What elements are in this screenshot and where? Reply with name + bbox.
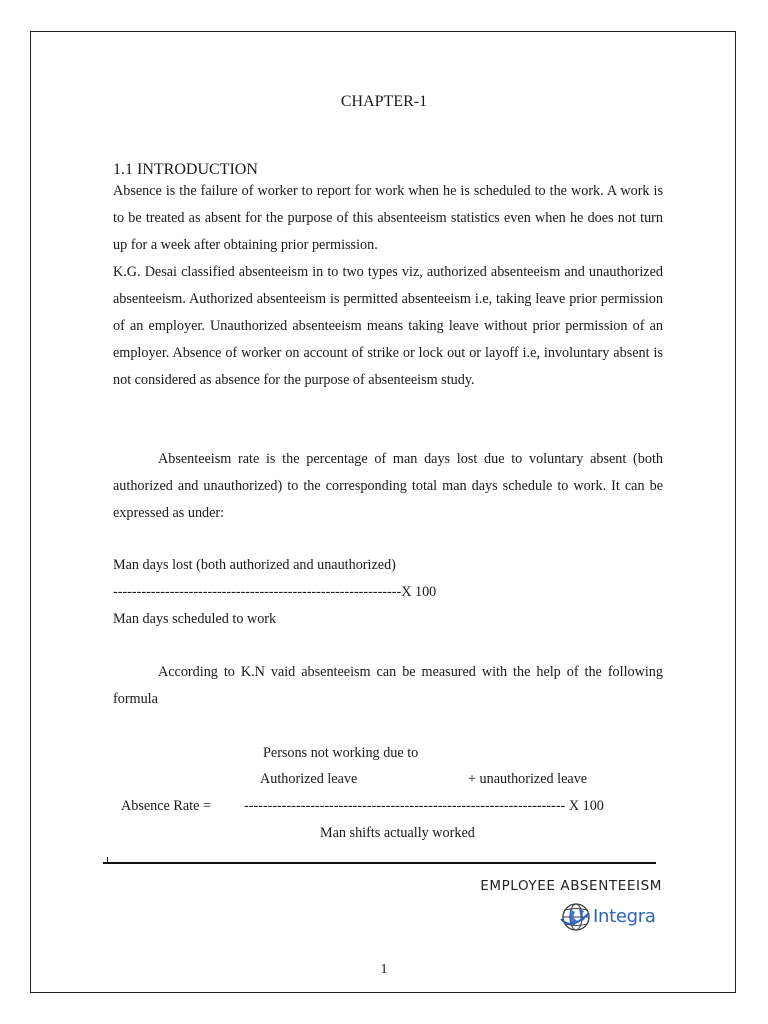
footer-rule-tick [107, 857, 108, 864]
formula1-numerator: Man days lost (both authorized and unauthorized) [113, 557, 396, 573]
logo-wordmark: Integra [593, 906, 656, 927]
paragraph-formula-intro [113, 659, 663, 713]
formula2-label: Absence Rate = [121, 798, 211, 814]
formula2-numerator-unauthorized: + unauthorized leave [468, 771, 588, 787]
paragraph-text: K.G. Desai classified absenteeism in to two types viz, authorized absenteeism and unauthorized absenteeism. Authorized absenteeism is permitted absenteeism i.e, taking leave prior permission of an employer. Unauthorized absenteeism means taking leave without prior permission of an employer. Absence of worker on account of strike or lock out or layoff i.e, involuntary absent is not considered as absence for the purpose of absenteeism study. [113, 264, 663, 388]
page-number: 1 [380, 962, 388, 977]
paragraph-text: According to K.N vaid absenteeism can be measured with the help of the following formula [113, 664, 663, 707]
integra-logo [559, 900, 659, 934]
paragraph-intro [113, 178, 663, 394]
paragraph-rate [113, 446, 663, 527]
chapter-title: CHAPTER-1 [340, 93, 428, 110]
formula2-denominator: Man shifts actually worked [320, 825, 475, 841]
formula1-denominator: Man days scheduled to work [113, 611, 277, 627]
formula1-divider: -------------------------------------------------------------X 100 [113, 584, 437, 600]
footer-label: EMPLOYEE ABSENTEEISM [480, 878, 662, 894]
paragraph-text: Absenteeism rate is the percentage of man days lost due to voluntary absent (both authorized and unauthorized) to the corresponding total man days schedule to work. It can be expressed as under: [113, 451, 663, 521]
section-heading: 1.1 INTRODUCTION [113, 161, 258, 178]
paragraph-text: Absence is the failure of worker to report for work when he is scheduled to the work. A work is to be treated as absent for the purpose of this absenteeism statistics even when he does not turn up for a week after obtaining prior permission. [113, 183, 663, 253]
formula2-numerator-line1: Persons not working due to [263, 745, 419, 761]
formula2-numerator-authorized: Authorized leave [260, 771, 358, 787]
footer-rule [103, 862, 656, 864]
formula2-divider: -------------------------------------------------------------------- X 100 [244, 798, 604, 814]
